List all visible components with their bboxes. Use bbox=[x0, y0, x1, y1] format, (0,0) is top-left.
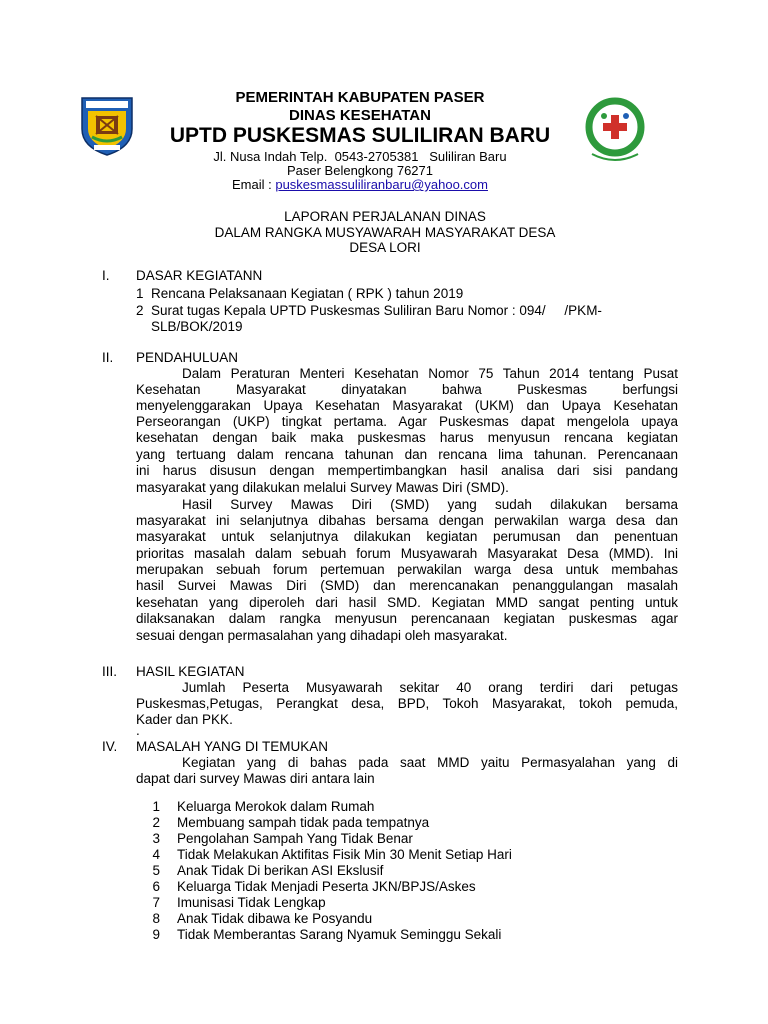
intro-line: masyarakat untuk selanjutnya dilakukan kegiatan perumusan dan penentuan bbox=[136, 529, 678, 544]
email-link[interactable]: puskesmassuliliranbaru@yahoo.com bbox=[275, 177, 488, 192]
section-4-title: MASALAH YANG DI TEMUKAN bbox=[136, 739, 329, 754]
header-address-line2: Paser Belengkong 76271 bbox=[286, 163, 433, 178]
basis-item-2-text: Surat tugas Kepala UPTD Puskesmas Suliliran Baru Nomor : 094/ /PKM- bbox=[151, 303, 602, 318]
report-title-line2: DALAM RANGKA MUSYAWARAH MASYARAKAT DESA bbox=[214, 225, 556, 240]
intro-line: hasil Survei Mawas Diri (SMD) dan merencanakan penanggulangan masalah bbox=[136, 578, 678, 593]
result-line: . bbox=[136, 723, 140, 738]
intro-line: Kesehatan Masyarakat dinyatakan bahwa Puskesmas berfungsi bbox=[136, 382, 678, 397]
section-3-number: III. bbox=[102, 664, 118, 679]
intro-line: yang tertuang dalam rencana tahunan dan rencana lima tahunan. Perencanaan bbox=[136, 447, 678, 462]
result-line: Puskesmas,Petugas, Perangkat desa, BPD, Tokoh Masyarakat, tokoh pemuda, bbox=[136, 696, 678, 711]
header-institution: UPTD PUSKESMAS SULILIRAN BARU bbox=[169, 124, 551, 147]
issue-number: 3 bbox=[152, 831, 160, 846]
issue-text: Anak Tidak Di berikan ASI Ekslusif bbox=[177, 863, 384, 878]
header-department: DINAS KESEHATAN bbox=[289, 107, 431, 124]
issue-text: Membuang sampah tidak pada tempatnya bbox=[177, 815, 430, 830]
issue-number: 8 bbox=[152, 911, 160, 926]
header-address-line1: Jl. Nusa Indah Telp. 0543-2705381 Suliliran Baru bbox=[213, 149, 507, 164]
section-2-number: II. bbox=[102, 350, 114, 365]
report-title-line1: LAPORAN PERJALANAN DINAS bbox=[284, 209, 486, 224]
issue-text: Imunisasi Tidak Lengkap bbox=[177, 895, 326, 910]
result-line: Kader dan PKK. bbox=[136, 712, 233, 727]
issue-number: 6 bbox=[152, 879, 160, 894]
issue-text: Keluarga Tidak Menjadi Peserta JKN/BPJS/Askes bbox=[177, 879, 476, 894]
basis-item-2-number: 2 bbox=[136, 303, 144, 318]
intro-line: masyarakat yang dilakukan melalui Survey Mawas Diri (SMD). bbox=[136, 480, 509, 495]
issue-text: Tidak Melakukan Aktifitas Fisik Min 30 Menit Setiap Hari bbox=[177, 847, 512, 862]
intro-line: Dalam Peraturan Menteri Kesehatan Nomor 75 Tahun 2014 tentang Pusat bbox=[182, 366, 678, 381]
issue-text: Pengolahan Sampah Yang Tidak Benar bbox=[177, 831, 413, 846]
issue-text: Keluarga Merokok dalam Rumah bbox=[177, 799, 375, 814]
intro-line: kesehatan dengan baik maka puskesmas harus menyusun rencana kegiatan bbox=[136, 430, 678, 445]
issue-number: 7 bbox=[152, 895, 160, 910]
issue-text: Tidak Memberantas Sarang Nyamuk Seminggu Sekali bbox=[177, 927, 502, 942]
intro-line: ini harus disusun dengan mempertimbangkan hasil analisa dari sisi pandang bbox=[136, 463, 678, 478]
intro-line: Hasil Survey Mawas Diri (SMD) yang sudah dilakukan bersama bbox=[182, 497, 678, 512]
issue-text: Anak Tidak dibawa ke Posyandu bbox=[177, 911, 373, 926]
section-4-number: IV. bbox=[102, 739, 118, 754]
issue-number: 9 bbox=[152, 927, 160, 942]
intro-line: merupakan sebuah forum pertemuan perwakilan warga desa untuk membahas bbox=[136, 562, 678, 577]
basis-item-1-number: 1 bbox=[136, 286, 144, 301]
issues-intro-line: Kegiatan yang di bahas pada saat MMD yaitu Permasyalahan yang di bbox=[182, 755, 678, 770]
kabupaten-paser-emblem-icon bbox=[78, 95, 136, 157]
intro-line: prioritas masalah dalam sebuah forum Musyawarah Masyarakat Desa (MMD). Ini bbox=[136, 546, 678, 561]
header-government: PEMERINTAH KABUPATEN PASER bbox=[235, 89, 485, 106]
intro-line: masyarakat ini selanjutnya dibahas bersama dengan perwakilan warga desa dan bbox=[136, 513, 678, 528]
intro-line: menyelenggarakan Upaya Kesehatan Masyarakat (UKM) dan Upaya Kesehatan bbox=[136, 398, 678, 413]
result-line: Jumlah Peserta Musyawarah sekitar 40 orang terdiri dari petugas bbox=[182, 680, 678, 695]
intro-line: sesuai dengan permasalahan yang dihadapi oleh masyarakat. bbox=[136, 628, 508, 643]
issue-number: 5 bbox=[152, 863, 160, 878]
issue-number: 4 bbox=[152, 847, 160, 862]
issue-number: 2 bbox=[152, 815, 160, 830]
intro-line: Perseorangan (UKP) tingkat pertama. Agar Puskesmas dapat mengelola upaya bbox=[136, 414, 678, 429]
header-email-line bbox=[150, 177, 570, 192]
email-label: Email : bbox=[232, 177, 276, 192]
intro-line: dilaksanakan dalam rangka menyusun perencanaan kegiatan puskesmas agar bbox=[136, 611, 678, 626]
intro-line: kesehatan yang diperoleh dari hasil SMD. Kegiatan MMD sangat penting untuk bbox=[136, 595, 678, 610]
issues-intro-line: dapat dari survey Mawas diri antara lain bbox=[136, 771, 375, 786]
section-3-title: HASIL KEGIATAN bbox=[136, 664, 245, 679]
basis-item-1-text: Rencana Pelaksanaan Kegiatan ( RPK ) tahun 2019 bbox=[151, 286, 464, 301]
section-1-number: I. bbox=[102, 268, 110, 283]
section-1-title: DASAR KEGIATANN bbox=[136, 268, 263, 283]
issue-number: 1 bbox=[152, 799, 160, 814]
section-2-title: PENDAHULUAN bbox=[136, 350, 239, 365]
basis-item-2-continuation: SLB/BOK/2019 bbox=[151, 319, 243, 334]
report-title-line3: DESA LORI bbox=[349, 240, 421, 255]
